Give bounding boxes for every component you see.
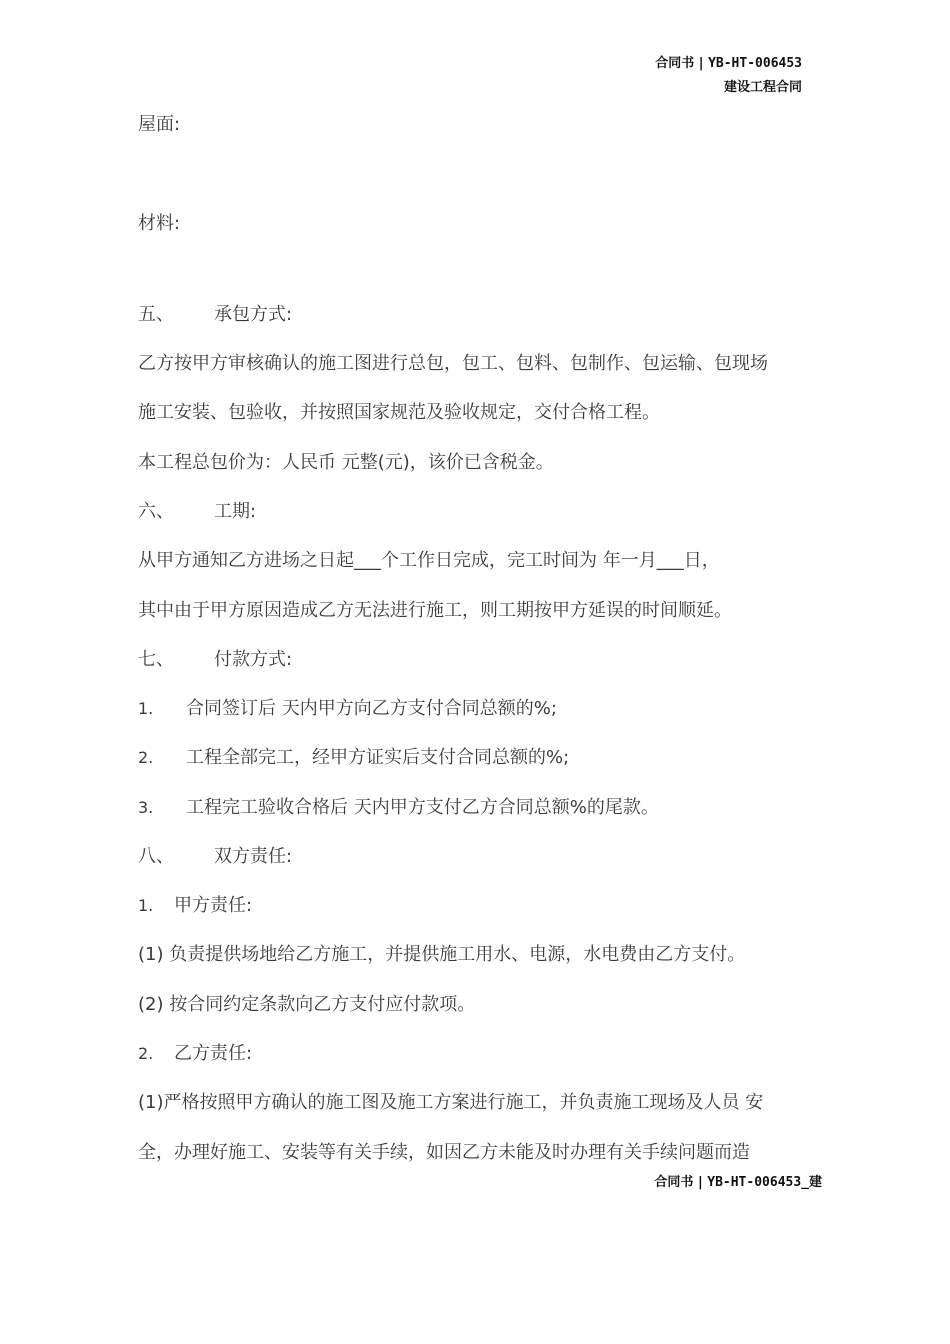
section-7-number: 七、 <box>138 649 174 670</box>
party-a-duty-2: (2) 按合同约定条款向乙方支付应付款项。 <box>138 994 476 1015</box>
payment-item-number: 1. <box>138 699 154 718</box>
header-line-1 <box>655 52 802 76</box>
footer-separator: | <box>697 1175 703 1190</box>
section-8-title: 双方责任: <box>214 846 293 867</box>
header-contract-code: YB-HT-006453 <box>708 56 802 71</box>
page-footer <box>654 1173 822 1193</box>
party-a-number: 1. <box>138 896 154 915</box>
header-separator: | <box>698 56 704 71</box>
payment-item-number: 2. <box>138 748 154 767</box>
section-7-title: 付款方式: <box>214 649 293 670</box>
section-6-number: 六、 <box>138 501 174 522</box>
payment-item <box>138 796 659 820</box>
payment-item-text: 合同签订后 天内甲方向乙方支付合同总额的%; <box>186 698 557 719</box>
section-8-number: 八、 <box>138 846 174 867</box>
section-5-title: 承包方式: <box>214 304 293 325</box>
material-label: 材料: <box>138 213 181 234</box>
footer-contract-label: 合同书 <box>654 1175 694 1190</box>
section-6-paragraph-1: 从甲方通知乙方进场之日起___个工作日完成，完工时间为 年一月___日， <box>138 550 720 571</box>
footer-contract-code: YB-HT-006453_建 <box>707 1175 822 1190</box>
party-a-heading <box>138 894 252 918</box>
payment-item <box>138 697 557 721</box>
header-contract-label: 合同书 <box>655 56 695 71</box>
header-subtitle: 建设工程合同 <box>723 80 802 95</box>
section-5-heading <box>138 303 292 327</box>
party-b-duty-1-line-1: (1)严格按照甲方确认的施工图及施工方案进行施工，并负责施工现场及人员 安 <box>138 1092 764 1113</box>
section-6-title: 工期: <box>214 501 257 522</box>
payment-item-text: 工程全部完工，经甲方证实后支付合同总额的%; <box>186 747 570 768</box>
section-7-heading <box>138 648 292 672</box>
payment-item-text: 工程完工验收合格后 天内甲方支付乙方合同总额%的尾款。 <box>186 797 659 818</box>
section-5-paragraph-2: 施工安装、包验收，并按照国家规范及验收规定，交付合格工程。 <box>138 402 660 423</box>
section-8-heading <box>138 845 292 869</box>
payment-item <box>138 746 569 770</box>
party-b-title: 乙方责任: <box>174 1043 253 1064</box>
section-5-paragraph-3: 本工程总包价为：人民币 元整(元)，该价已含税金。 <box>138 452 554 473</box>
party-b-duty-1-line-2: 全，办理好施工、安装等有关手续，如因乙方未能及时办理有关手续问题而造 <box>138 1142 750 1163</box>
section-5-number: 五、 <box>138 304 174 325</box>
party-a-duty-1: (1) 负责提供场地给乙方施工，并提供施工用水、电源，水电费由乙方支付。 <box>138 944 746 965</box>
page-header <box>655 52 802 100</box>
section-6-heading <box>138 500 256 524</box>
roof-label: 屋面: <box>138 114 181 135</box>
section-6-paragraph-2: 其中由于甲方原因造成乙方无法进行施工，则工期按甲方延误的时间顺延。 <box>138 600 732 621</box>
section-5-paragraph-1: 乙方按甲方审核确认的施工图进行总包，包工、包料、包制作、包运输、包现场 <box>138 353 768 374</box>
party-a-title: 甲方责任: <box>174 895 253 916</box>
payment-item-number: 3. <box>138 798 154 817</box>
party-b-heading <box>138 1042 252 1066</box>
party-b-number: 2. <box>138 1044 154 1063</box>
